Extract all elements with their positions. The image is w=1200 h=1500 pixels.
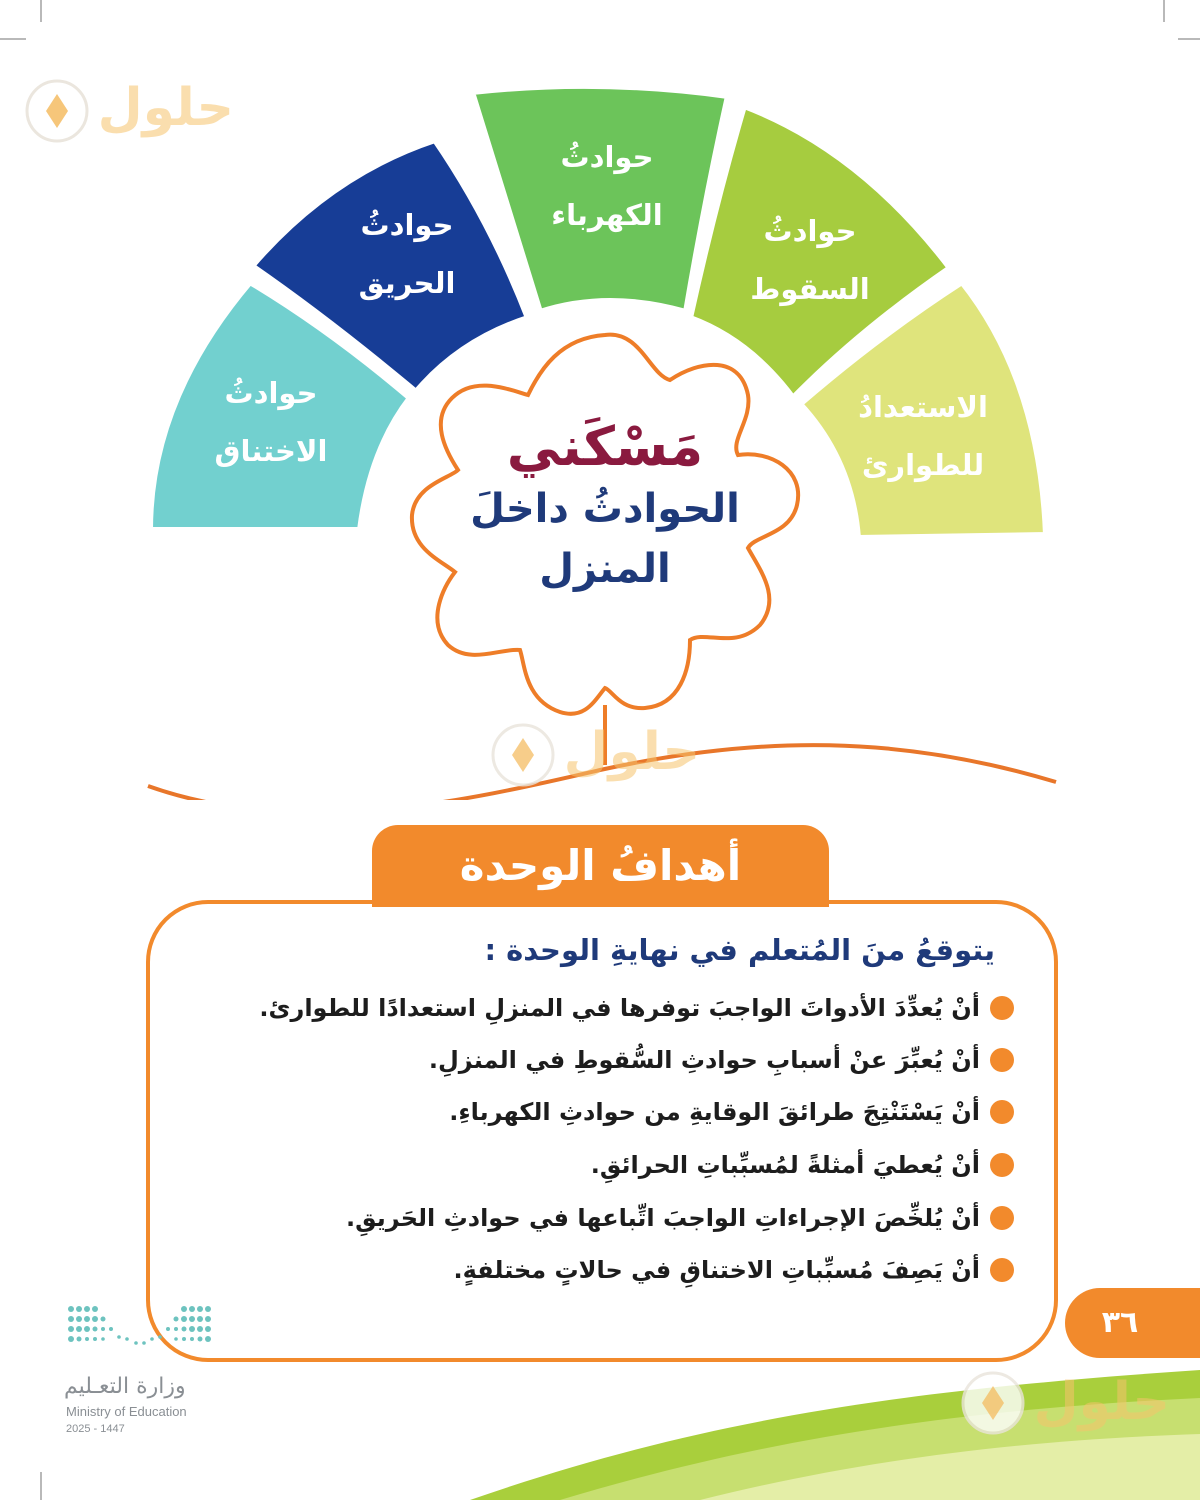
unit-subtitle-line1: الحوادثُ داخلَ (470, 486, 740, 532)
segment-label-fire: حوادثُ الحريق (358, 208, 456, 300)
bullet-dot (990, 1153, 1014, 1177)
objective-text: أنْ يُعطيَ أمثلةً لمُسبِّباتِ الحرائقِ. (590, 1151, 980, 1179)
ministry-name-english: Ministry of Education (66, 1404, 187, 1419)
objective-text: أنْ يَصِفَ مُسبِّباتِ الاختناقِ في حالاتٍ مختلفةٍ. (453, 1256, 980, 1284)
objective-text: أنْ يُعدِّدَ الأدواتَ الواجبَ توفرها في المنزلِ استعدادًا للطوارئ. (259, 994, 980, 1022)
unit-subtitle-line2: المنزل (539, 546, 671, 592)
page-number: ٣٦ (1101, 1305, 1139, 1340)
bullet-dot (990, 996, 1014, 1020)
segment-label-electricity: حوادثُ الكهرباء (551, 140, 663, 232)
objectives-heading: أهدافُ الوحدة (459, 841, 742, 890)
segment-label-falls: حوادثُ السقوط (750, 214, 870, 306)
watermark-text: حلول (97, 78, 234, 138)
objectives-intro: يتوقعُ منَ المُتعلم في نهايةِ الوحدة : (484, 933, 995, 967)
ministry-name-arabic: وزارة التعـليم (64, 1374, 186, 1399)
watermark-icon (960, 1370, 1026, 1436)
bullet-dot (990, 1048, 1014, 1072)
objective-item (314, 1198, 1014, 1238)
objective-text: أنْ يُلخِّصَ الإجراءاتِ الواجبَ اتِّباعها في حوادثِ الحَريقِ. (346, 1204, 980, 1232)
objective-item (314, 1092, 1014, 1132)
objective-text: أنْ يَسْتَنْتِجَ طرائقَ الوقايةِ من حوادثِ الكهرباءِ. (449, 1098, 980, 1126)
bullet-dot (990, 1206, 1014, 1230)
bullet-dot (990, 1258, 1014, 1282)
watermark-icon (24, 78, 90, 144)
objective-item (259, 988, 1014, 1028)
objective-item (314, 1040, 1014, 1080)
watermark-icon (490, 722, 556, 788)
ministry-years: 2025 - 1447 (66, 1423, 125, 1435)
objective-item (314, 1250, 1014, 1290)
watermark-text: حلول (1033, 1372, 1170, 1432)
center-title (445, 415, 765, 599)
ministry-logo-dots (66, 1303, 216, 1353)
unit-title: مَسْكَني (506, 415, 704, 478)
watermark-text: حلول (563, 722, 700, 782)
objective-text: أنْ يُعبِّرَ عنْ أسبابِ حوادثِ السُّقوطِ في المنزلِ. (428, 1046, 980, 1074)
bullet-dot (990, 1100, 1014, 1124)
segment-label-emergency: الاستعدادُ للطوارئ (858, 390, 988, 482)
segment-label-suffocation: حوادثُ الاختناق (214, 376, 328, 468)
objective-item (314, 1145, 1014, 1185)
